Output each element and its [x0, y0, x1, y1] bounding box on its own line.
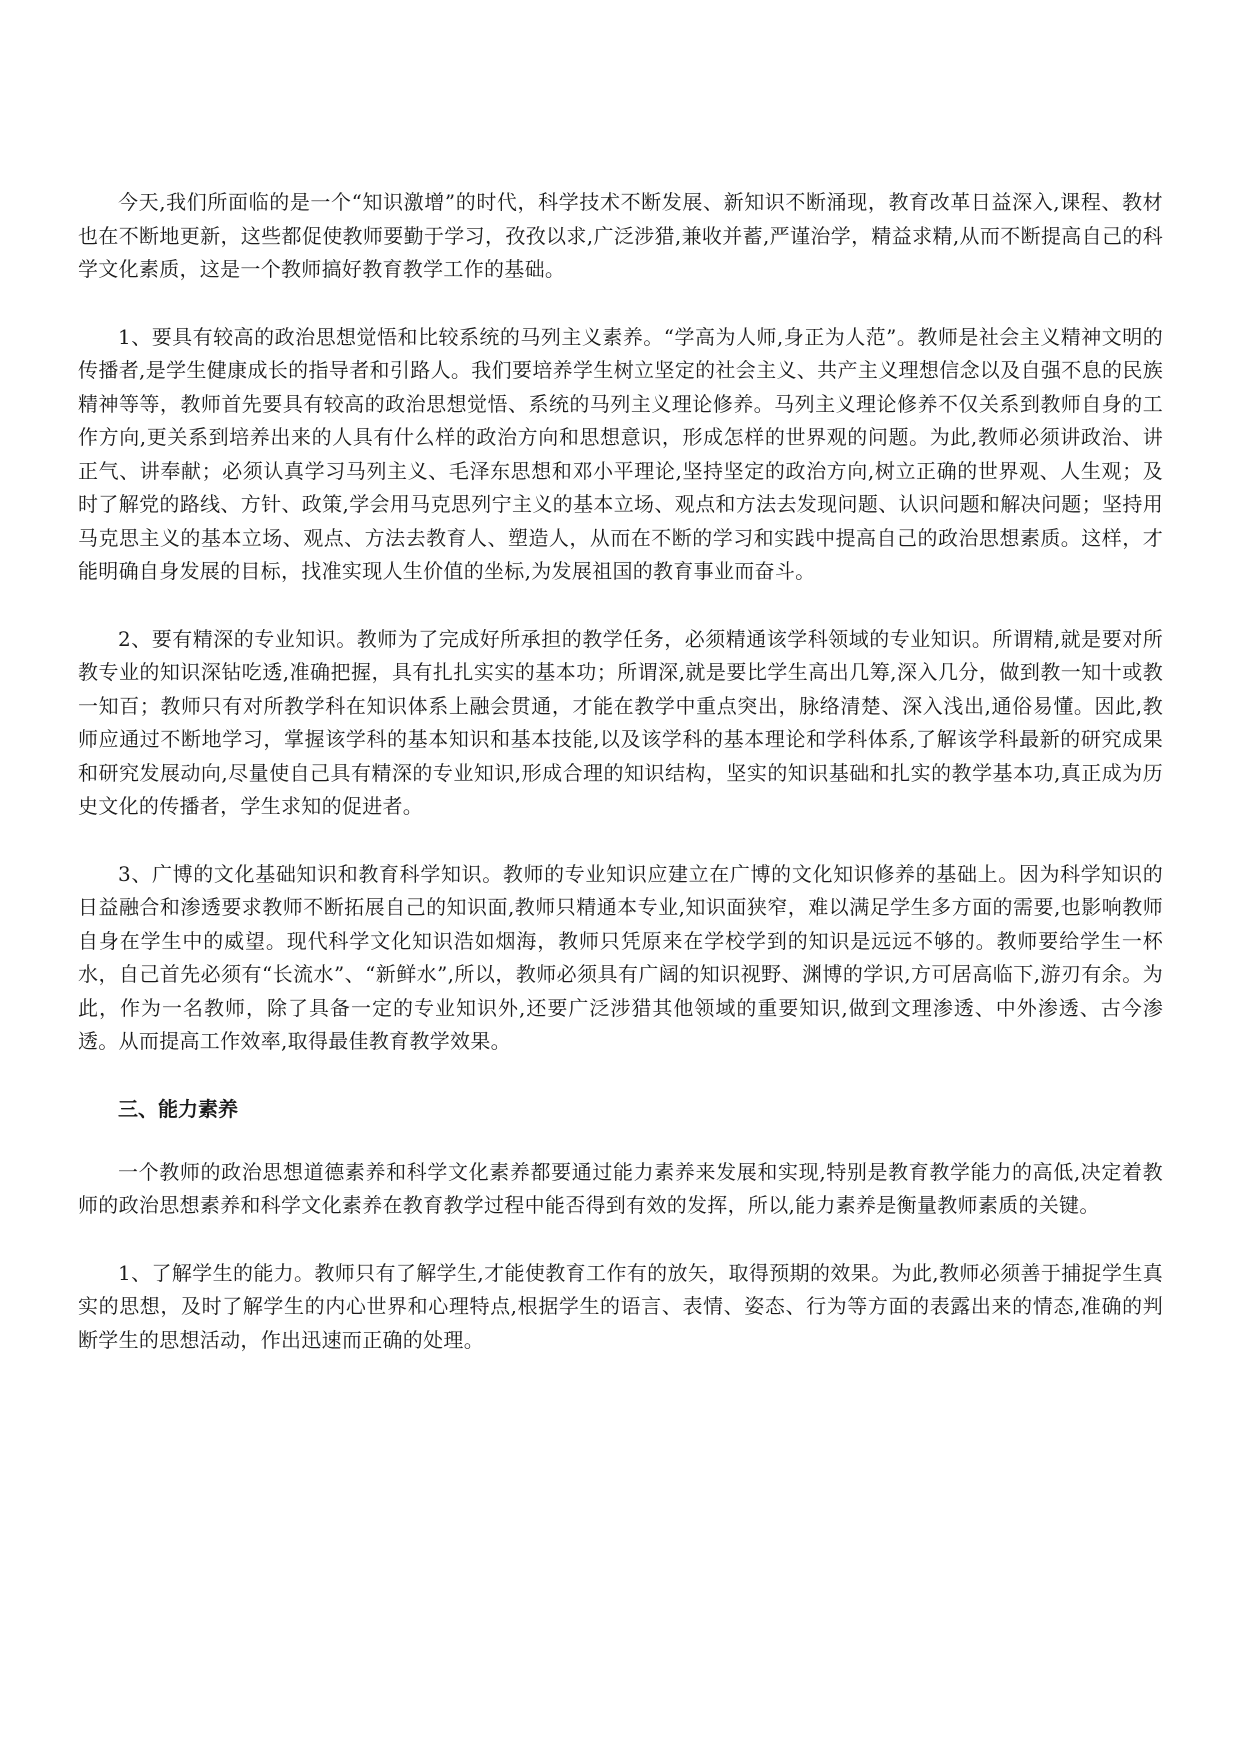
- political-literacy-paragraph: 1、要具有较高的政治思想觉悟和比较系统的马列主义素养。“学高为人师,身正为人范”。教师是社会主义精神文明的传播者,是学生健康成长的指导者和引路人。我们要培养学生树立坚定的社会主义、共产主义理想信念以及自强不息的民族精神等等，教师首先要具有较高的政治思想觉悟、系统的马列主义理论修养。马列主义理论修养不仅关系到教师自身的工作方向,更关系到培养出来的人具有什么样的政治方向和思想意识，形成怎样的世界观的问题。为此,教师必须讲政治、讲正气、讲奉献；必须认真学习马列主义、毛泽东思想和邓小平理论,坚持坚定的政治方向,树立正确的世界观、人生观；及时了解党的路线、方针、政策,学会用马克思列宁主义的基本立场、观点和方法去发现问题、认识问题和解决问题；坚持用马克思主义的基本立场、观点、方法去教育人、塑造人，从而在不断的学习和实践中提高自己的政治思想素质。这样，才能明确自身发展的目标，找准实现人生价值的坐标,为发展祖国的教育事业而奋斗。: [78, 324, 1163, 583]
- document-body: [78, 186, 1163, 1391]
- cultural-knowledge-paragraph: 3、广博的文化基础知识和教育科学知识。教师的专业知识应建立在广博的文化知识修养的基础上。因为科学知识的日益融合和渗透要求教师不断拓展自己的知识面,教师只精通本专业,知识面狭窄，难以满足学生多方面的需要,也影响教师自身在学生中的威望。现代科学文化知识浩如烟海，教师只凭原来在学校学到的知识是远远不够的。教师要给学生一杯水，自己首先必须有“长流水”、“新鲜水”,所以，教师必须具有广阔的知识视野、渊博的学识,方可居高临下,游刃有余。为此，作为一名教师，除了具备一定的专业知识外,还要广泛涉猎其他领域的重要知识,做到文理渗透、中外渗透、古今渗透。从而提高工作效率,取得最佳教育教学效果。: [78, 861, 1163, 1053]
- professional-knowledge-paragraph: 2、要有精深的专业知识。教师为了完成好所承担的教学任务，必须精通该学科领域的专业知识。所谓精,就是要对所教专业的知识深钻吃透,准确把握，具有扎扎实实的基本功；所谓深,就是要比学生高出几筹,深入几分，做到教一知十或教一知百；教师只有对所教学科在知识体系上融会贯通，才能在教学中重点突出，脉络清楚、深入浅出,通俗易懂。因此,教师应通过不断地学习，掌握该学科的基本知识和基本技能,以及该学科的基本理论和学科体系,了解该学科最新的研究成果和研究发展动向,尽量使自己具有精深的专业知识,形成合理的知识结构，坚实的知识基础和扎实的教学基本功,真正成为历史文化的传播者，学生求知的促进者。: [78, 626, 1163, 818]
- ability-intro-paragraph: 一个教师的政治思想道德素养和科学文化素养都要通过能力素养来发展和实现,特别是教育教学能力的高低,决定着教师的政治思想素养和科学文化素养在教育教学过程中能否得到有效的发挥，所以,能力素养是衡量教师素质的关键。: [78, 1159, 1163, 1217]
- understand-students-paragraph: 1、了解学生的能力。教师只有了解学生,才能使教育工作有的放矢，取得预期的效果。为此,教师必须善于捕捉学生真实的思想，及时了解学生的内心世界和心理特点,根据学生的语言、表情、姿态、行为等方面的表露出来的情态,准确的判断学生的思想活动，作出迅速而正确的处理。: [78, 1260, 1163, 1352]
- section-heading: 三、能力素养: [118, 1096, 238, 1121]
- intro-paragraph: 今天,我们所面临的是一个“知识激增”的时代，科学技术不断发展、新知识不断涌现，教育改革日益深入,课程、教材也在不断地更新，这些都促使教师要勤于学习，孜孜以求,广泛涉猎,兼收并蓄,严谨治学，精益求精,从而不断提高自己的科学文化素质，这是一个教师搞好教育教学工作的基础。: [78, 190, 1163, 281]
